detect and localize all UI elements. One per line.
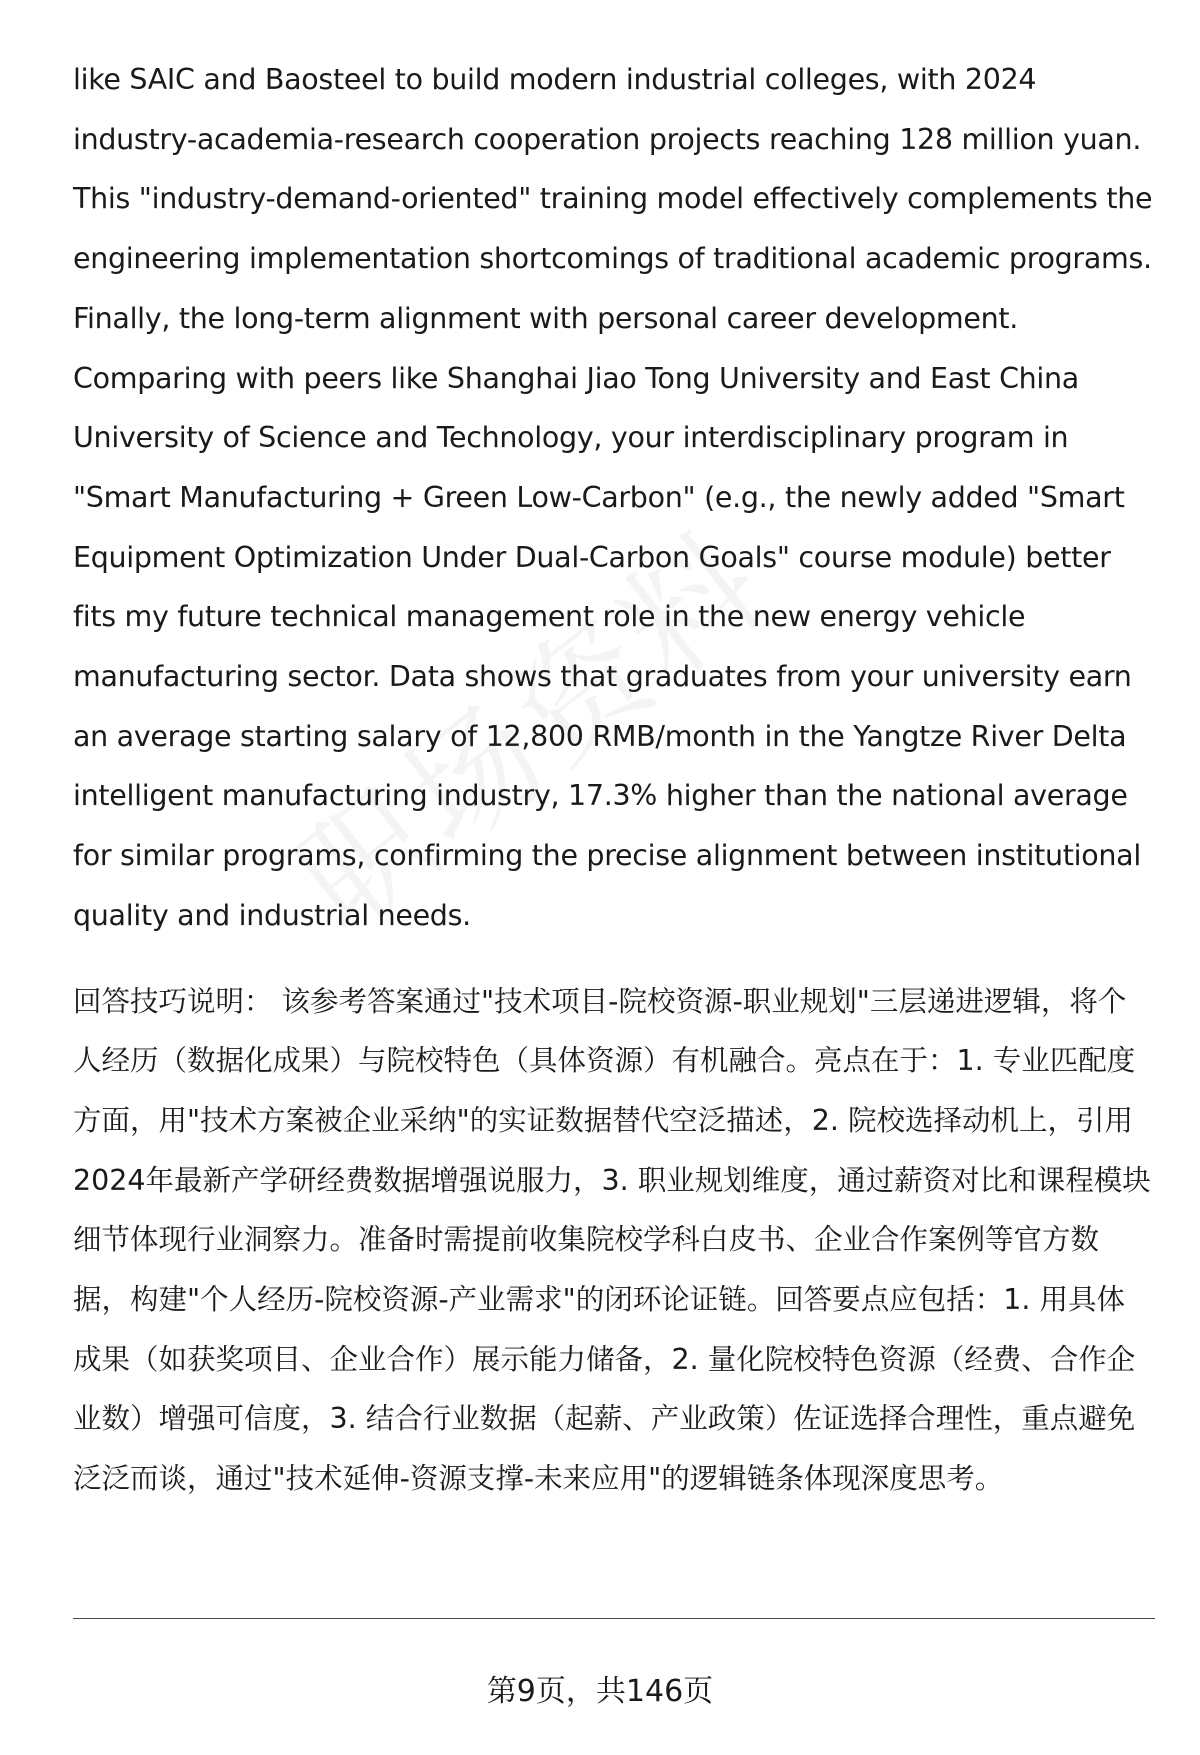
answer-tips-paragraph: 回答技巧说明： 该参考答案通过"技术项目-院校资源-职业规划"三层递进逻辑，将个人经历（数据化成果）与院校特色（具体资源）有机融合。亮点在于：1. 专业匹配度方面，用"技术方案被企业采纳"的实证数据替代空泛描述，2. 院校选择动机上，引用2024年最新产学研经费数据增强说服力，3. 职业规划维度，通过薪资对比和课程模块细节体现行业洞察力。准备时需提前收集院校学科白皮书、企业合作案例等官方数据，构建"个人经历-院校资源-产业需求"的闭环论证链。回答要点应包括：1. 用具体成果（如获奖项目、企业合作）展示能力储备，2. 量化院校特色资源（经费、合作企业数）增强可信度，3. 结合行业数据（起薪、产业政策）佐证选择合理性，重点避免泛泛而谈，通过"技术延伸-资源支撑-未来应用"的逻辑链条体现深度思考。	[73, 984, 1151, 1496]
page-number: 第9页，共146页	[486, 1674, 714, 1709]
footer-divider	[73, 1618, 1155, 1619]
english-paragraph: like SAIC and Baosteel to build modern industrial colleges, with 2024 industry-academia-research cooperation projects reaching 128 million yuan. This "industry-demand-oriented" training model effectively complements the engineering implementation shortcomings of traditional academic programs. Finally, the long-term alignment with personal career development. Comparing with peers like Shanghai Jiao Tong University and East China University of Science and Technology, your interdisciplinary program in "Smart Manufacturing + Green Low-Carbon" (e.g., the newly added "Smart Equipment Optimization Under Dual-Carbon Goals" course module) better fits my future technical management role in the new energy vehicle manufacturing sector. Data shows that graduates from your university earn an average starting salary of 12,800 RMB/month in the Yangtze River Delta intelligent manufacturing industry, 17.3% higher than the national average for similar programs, confirming the precise alignment between institutional quality and industrial needs.	[73, 63, 1153, 932]
page-content	[73, 50, 1153, 1509]
